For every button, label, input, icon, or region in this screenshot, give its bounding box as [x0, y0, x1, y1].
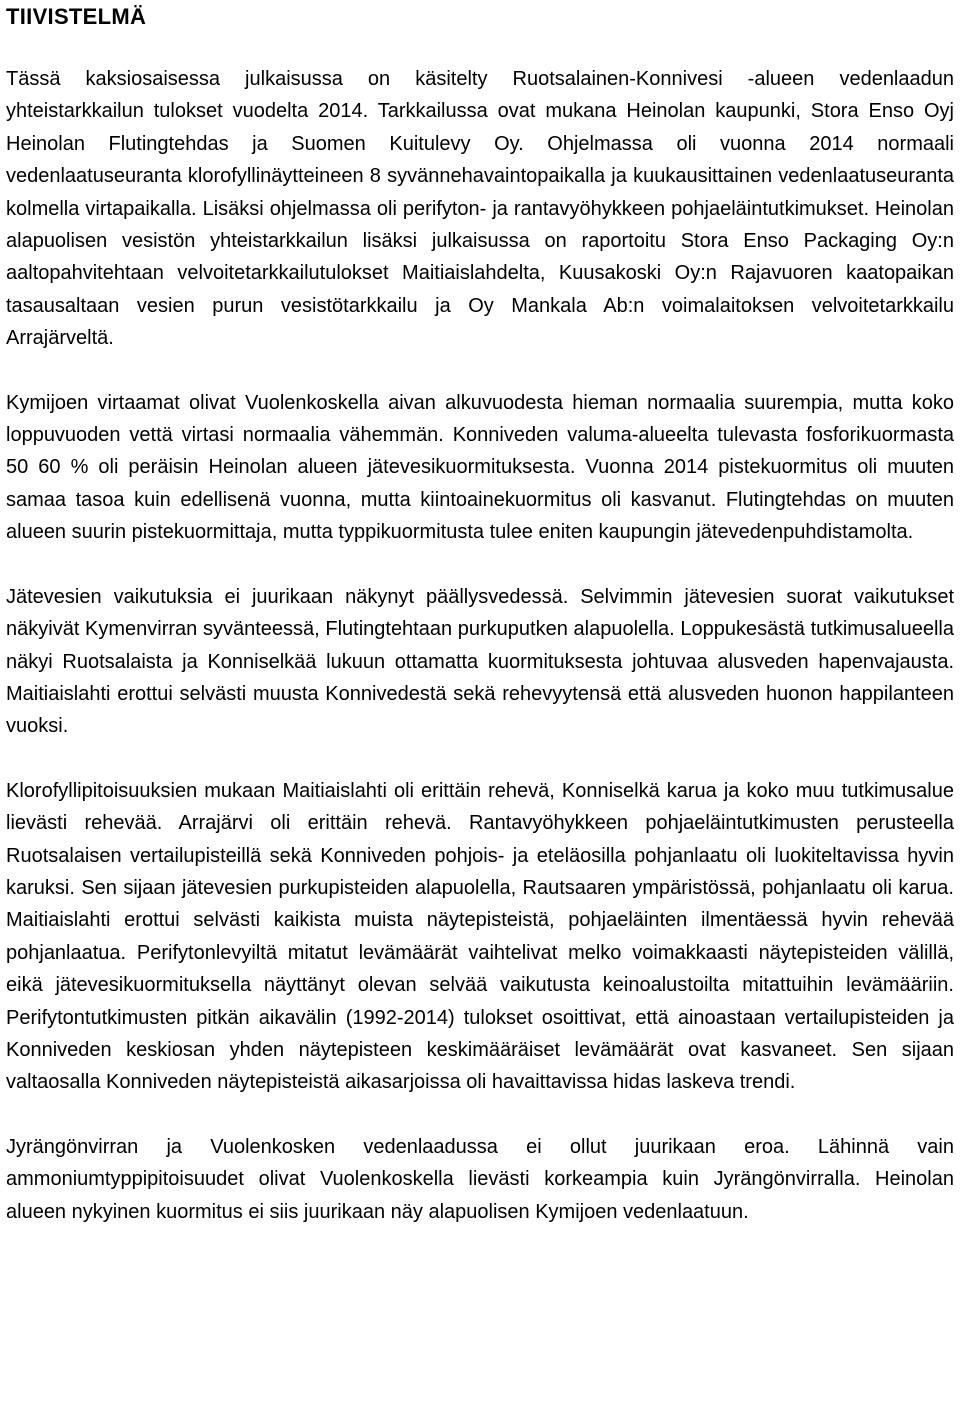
- paragraph-chlorophyll-benthos: Klorofyllipitoisuuksien mukaan Maitiaislahti oli erittäin rehevä, Konniselkä karua ja koko muu tutkimusalue lievästi rehevää. Arrajärvi oli erittäin rehevä. Rantavyöhykkeen pohjaeläintutkimusten perusteella Ruotsalaisen vertailupisteillä sekä Konniveden pohjois- ja eteläosilla pohjanlaatu oli luokiteltavissa hyvin karuksi. Sen sijaan jätevesien purkupisteiden alapuolella, Rautsaaren ympäristössä, pohjanlaatu oli karua. Maitiaislahti erottui selvästi kaikista muista näytepisteistä, pohjaeläinten ilmentäessä hyvin rehevää pohjanlaatua. Perifytonlevyiltä mitatut levämäärät vaihtelivat melko voimakkaasti näytepisteiden välillä, eikä jätevesikuormituksella näyttänyt olevan selvää vaikutusta keinoalustoilta mitattuihin levämääriin. Perifytontutkimusten pitkän aikavälin (1992-2014) tulokset osoittivat, että ainoastaan vertailupisteiden ja Konniveden keskiosan yhden näytepisteen keskimääräiset levämäärät ovat kasvaneet. Sen sijaan valtaosalla Konniveden näytepisteistä aikasarjoissa oli havaittavissa hidas laskeva trendi.: [6, 779, 954, 1094]
- paragraph-river-quality: Jyrängönvirran ja Vuolenkosken vedenlaadussa ei ollut juurikaan eroa. Lähinnä vain ammoniumtyppipitoisuudet olivat Vuolenkoskella lievästi korkeampia kuin Jyrängönvirralla. Heinolan alueen nykyinen kuormitus ei siis juurikaan näy alapuolisen Kymijoen vedenlaatuun.: [6, 1135, 954, 1223]
- page-title: TIIVISTELMÄ: [6, 4, 147, 29]
- paragraph-intro: Tässä kaksiosaisessa julkaisussa on käsitelty Ruotsalainen-Konnivesi -alueen vedenlaadun yhteistarkkailun tulokset vuodelta 2014. Tarkkailussa ovat mukana Heinolan kaupunki, Stora Enso Oyj Heinolan Flutingtehdas ja Suomen Kuitulevy Oy. Ohjelmassa oli vuonna 2014 normaali vedenlaatuseuranta klorofyllinäytteineen 8 syvännehavaintopaikalla ja kuukausittainen vedenlaatuseuranta kolmella virtapaikalla. Lisäksi ohjelmassa oli perifyton- ja rantavyöhykkeen pohjaeläintutkimukset. Heinolan alapuolisen vesistön yhteistarkkailun lisäksi julkaisussa on raportoitu Stora Enso Packaging Oy:n aaltopahvitehtaan velvoitetarkkailutulokset Maitiaislahdelta, Kuusakoski Oy:n Rajavuoren kaatopaikan tasausaltaan vesien purun vesistötarkkailu ja Oy Mankala Ab:n voimalaitoksen velvoitetarkkailu Arrajärveltä.: [6, 68, 954, 350]
- paragraph-wastewater-effects: Jätevesien vaikutuksia ei juurikaan näkynyt päällysvedessä. Selvimmin jätevesien suorat vaikutukset näkyivät Kymenvirran syvänteessä, Flutingtehtaan purkuputken alapuolella. Loppukesästä tutkimusalueella näkyi Ruotsalaista ja Konniselkää lukuun ottamatta kuormituksesta johtuvaa alusveden hapenvajausta. Maitiaislahti erottui selvästi muusta Konnivedestä sekä rehevyytensä että alusveden huonon happilanteen vuoksi.: [6, 585, 954, 738]
- paragraph-flows-loading: Kymijoen virtaamat olivat Vuolenkoskella aivan alkuvuodesta hieman normaalia suurempia, mutta koko loppuvuoden vettä virtasi normaalia vähemmän. Konniveden valuma-alueelta tulevasta fosforikuormasta 50 60 % oli peräisin Heinolan alueen jätevesikuormituksesta. Vuonna 2014 pistekuormitus oli muuten samaa tasoa kuin edellisenä vuonna, mutta kiintoainekuormitus oli kasvanut. Flutingtehdas on muuten alueen suurin pistekuormittaja, mutta typpikuormitusta tulee eniten kaupungin jätevedenpuhdistamolta.: [6, 391, 954, 544]
